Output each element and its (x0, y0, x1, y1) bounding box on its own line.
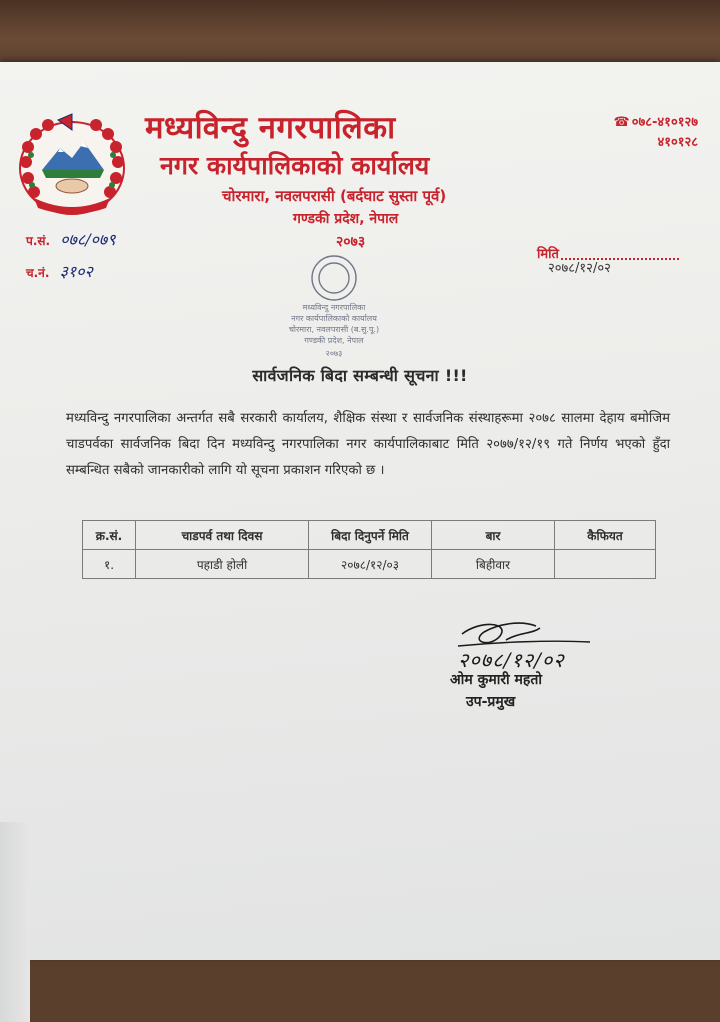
phone-numbers (614, 113, 698, 153)
stamp-line-2: नगर कार्यपालिकाको कार्यालय (291, 314, 377, 323)
stamp-line-1: मध्यविन्दु नगरपालिका (302, 303, 366, 312)
holiday-table (82, 520, 656, 579)
header-day: बार (432, 521, 555, 550)
notice-title: सार्वजनिक बिदा सम्बन्धी सूचना !!! (252, 366, 468, 385)
cn-label: च.नं. (26, 266, 50, 280)
telephone-icon: ☎ (613, 115, 630, 130)
notice-body: मध्यविन्दु नगरपालिका अन्तर्गत सबै सरकारी कार्यालय, शैक्षिक संस्था र सार्वजनिक संस्थाहरूमा २०७८ सालमा देहाय बमोजिम चाडपर्वका सार्वजनिक बिदा दिन मध्यविन्दु नगरपालिका नगर कार्यपालिकाबाट मिति २०७७/१२/१९ गते निर्णय भएको हुँदा सम्बन्धित सबैको जानकारीको लागि यो सूचना प्रकाशन गरिएको छ । (66, 411, 670, 478)
phone-number-2: ४१०१२८ (657, 135, 698, 150)
table-header-row (83, 521, 656, 550)
address-line-2: गण्डकी प्रदेश, नेपाल (293, 211, 399, 227)
cn-value: ३१०२ (59, 262, 93, 281)
wooden-table-background (0, 0, 720, 70)
established-year: २०७३ (336, 234, 366, 250)
ps-label: प.सं. (26, 234, 51, 248)
signatory-name: ओम कुमारी महतो (450, 672, 542, 688)
office-stamp (272, 248, 396, 368)
handwritten-date: २०७८/१२/०२ (458, 648, 565, 672)
header-serial: क्र.सं. (83, 521, 136, 550)
ps-value: ०७८/०७९ (60, 230, 116, 249)
address-line-1: चोरमारा, नवलपरासी (बर्दघाट सुस्ता पूर्व) (222, 187, 447, 205)
date-value: २०७८/१२/०२ (548, 261, 611, 276)
signatory-role: उप-प्रमुख (466, 694, 516, 710)
cell-remarks (555, 550, 656, 579)
reference-cn (26, 260, 93, 282)
phone-number-1: ०७८-४१०१२७ (631, 115, 698, 130)
stamp-line-5: २०७३ (325, 349, 343, 358)
reference-ps (26, 228, 116, 250)
header-holiday-date: बिदा दिनुपर्ने मिति (309, 521, 432, 550)
cell-day: बिहीवार (432, 550, 555, 579)
municipality-name: मध्यविन्दु नगरपालिका (145, 110, 396, 146)
cell-holiday-date: २०७८/१२/०३ (309, 550, 432, 579)
cell-festival: पहाडी होली (136, 550, 309, 579)
office-name: नगर कार्यपालिकाको कार्यालय (160, 151, 430, 180)
nepal-emblem-icon (14, 112, 130, 220)
header-remarks: कैफियत (555, 521, 656, 550)
date-label: मिति (537, 247, 559, 262)
table-row (83, 550, 656, 579)
header-festival: चाडपर्व तथा दिवस (136, 521, 309, 550)
cell-serial: १. (83, 550, 136, 579)
paper-fold-shadow (0, 822, 30, 1022)
stamp-line-3: चोरमारा, नवलपरासी (ब.सु.पू.) (288, 325, 380, 334)
stamp-line-4: गण्डकी प्रदेश, नेपाल (304, 336, 364, 345)
